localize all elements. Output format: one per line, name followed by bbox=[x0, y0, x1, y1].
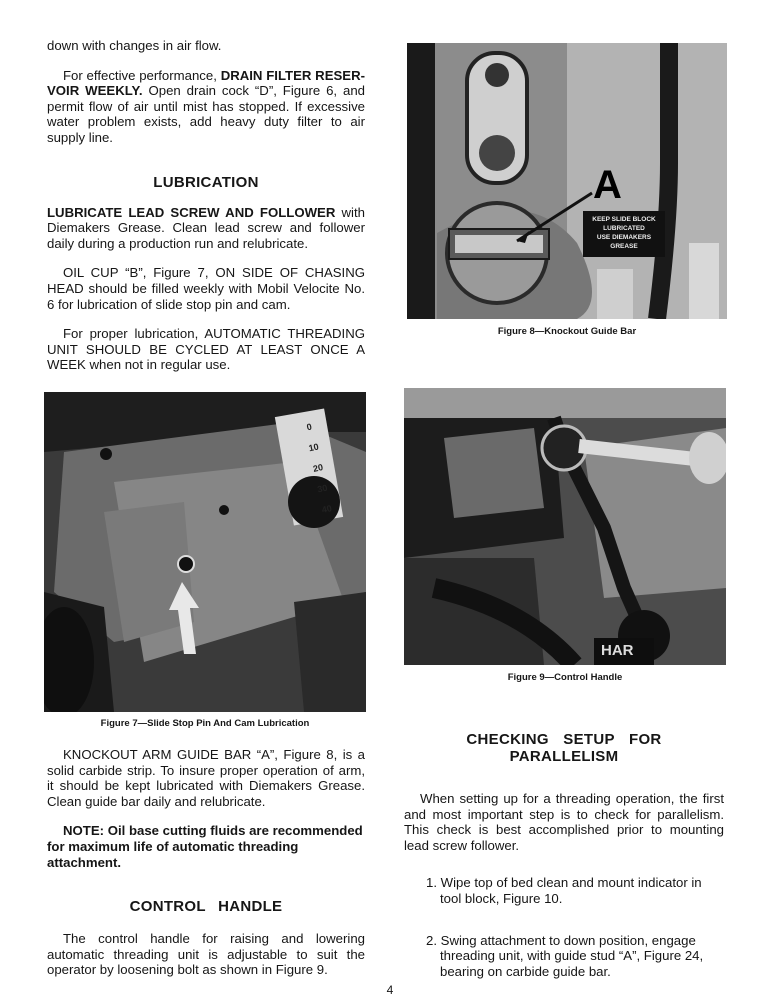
figure-8-photo bbox=[407, 43, 727, 319]
figure-8-caption: Figure 8—Knockout Guide Bar bbox=[497, 326, 637, 337]
list-item: 1. Wipe top of bed clean and mount indicator in tool block, Figure 10. bbox=[426, 875, 702, 906]
label-a: A bbox=[593, 163, 622, 207]
note-paragraph: NOTE: Oil base cutting fluids are recommended for maximum life of automatic threading attachment. bbox=[47, 823, 363, 870]
figure-7-photo bbox=[44, 392, 366, 712]
warning-plate: KEEP SLIDE BLOCK LUBRICATED USE DIEMAKERS GREASE bbox=[592, 216, 656, 250]
page-number: 4 bbox=[386, 983, 394, 997]
knockout-arm-paragraph: KNOCKOUT ARM GUIDE BAR “A”, Figure 8, is a solid carbide strip. To insure proper operation of arm, it should be kept lubricated with Diemakers Grease. Clean guide bar daily and relubricate. bbox=[47, 747, 365, 809]
scale-labels: 0 10 20 30 40 bbox=[305, 421, 333, 515]
knockout-guide-bar-photo bbox=[407, 43, 727, 319]
lubrication-heading: LUBRICATION bbox=[153, 173, 259, 191]
parallelism-paragraph: When setting up for a threading operation, the first and most important step is to check for parallelism. This check is best accomplished prior to mounting lead screw follower. bbox=[404, 791, 724, 853]
right-column bbox=[404, 731, 724, 979]
left-column-lower bbox=[47, 747, 365, 978]
list-item: 2. Swing attachment to down position, engage threading unit, with guide stud “A”, Figure 24, bearing on carbide guide bar. bbox=[426, 932, 704, 979]
text-carryover: down with changes in air flow. bbox=[47, 38, 222, 53]
control-handle-photo bbox=[404, 388, 726, 665]
checking-setup-heading: CHECKING SETUP FOR PARALLELISM bbox=[466, 731, 662, 765]
oil-cup-paragraph: OIL CUP “B”, Figure 7, ON SIDE OF CHASING HEAD should be filled weekly with Mobil Velocite No. 6 for lubrication of slide stop pin and cam. bbox=[47, 265, 365, 312]
lead-screw-paragraph: LUBRICATE LEAD SCREW AND FOLLOWER with Diemakers Grease. Clean lead screw and follower daily during a production run and relubricate. bbox=[47, 204, 365, 251]
control-handle-heading: CONTROL HANDLE bbox=[129, 898, 283, 916]
control-handle-paragraph: The control handle for raising and lowering automatic threading unit is adjustable to suit the operator by loosening bolt as shown in Figure 9. bbox=[47, 931, 365, 978]
figure-9-photo bbox=[404, 388, 726, 665]
figure-7-caption: Figure 7—Slide Stop Pin And Cam Lubrication bbox=[100, 718, 310, 729]
cycle-paragraph: For proper lubrication, AUTOMATIC THREADING UNIT SHOULD BE CYCLED AT LEAST ONCE A WEEK when not in regular use. bbox=[47, 326, 365, 373]
drain-filter-paragraph: For effective performance, DRAIN FILTER RESER-VOIR WEEKLY. Open drain cock “D”, Figure 6, and permit flow of air until mist has stopped. If excessive water problem exists, add heavy duty filter to air supply line. bbox=[47, 67, 365, 145]
left-column bbox=[47, 38, 365, 373]
figure-9-caption: Figure 9—Control Handle bbox=[507, 672, 623, 683]
handle-brand-text: HAR bbox=[601, 642, 634, 659]
setup-steps bbox=[404, 875, 724, 979]
